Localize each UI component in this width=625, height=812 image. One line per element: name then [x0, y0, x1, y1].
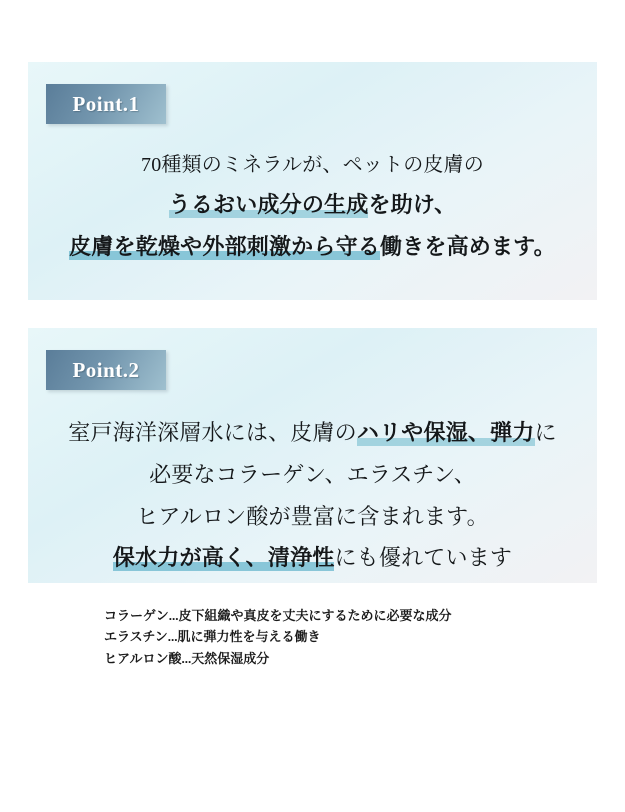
text-segment: にも優れています: [334, 545, 513, 571]
point-1-line-2: [28, 184, 597, 226]
point-1-line-3: [28, 226, 597, 268]
point-badge-2: [46, 350, 166, 390]
point-badge-1: [46, 84, 166, 124]
text-segment: 70種類のミネラルが、ペットの皮膚の: [141, 154, 484, 176]
text-segment: ヒアルロン酸が豊富に含まれます。: [136, 503, 489, 529]
glossary-notes: [104, 605, 625, 669]
page-root: [0, 62, 625, 812]
point-2-line-4: [28, 537, 597, 579]
text-segment: 室戸海洋深層水には、皮膚の: [68, 420, 357, 445]
text-segment: 必要なコラーゲン、エラスチン、: [149, 461, 476, 487]
text-segment: を助け、: [368, 192, 457, 217]
point-block-2: [28, 328, 597, 583]
text-segment: に: [534, 420, 557, 445]
note-item: ヒアルロン酸...天然保湿成分: [104, 650, 270, 666]
note-item: エラスチン...肌に弾力性を与える働き: [104, 629, 321, 645]
point-1-line-1: [28, 146, 597, 184]
text-segment-highlight: 保水力が高く、清浄性: [112, 545, 335, 571]
point-2-line-1: [28, 412, 597, 454]
text-segment-highlight: ハリや保湿、弾力: [356, 420, 535, 445]
point-1-text: [28, 146, 597, 268]
point-block-1: [28, 62, 597, 300]
text-segment-highlight: うるおい成分の生成: [168, 192, 369, 217]
point-2-text: [28, 412, 597, 579]
point-badge-label: Point.1: [72, 91, 140, 116]
text-segment: 働きを高めます。: [379, 233, 556, 259]
note-item: コラーゲン...皮下組織や真皮を丈夫にするために必要な成分: [104, 608, 452, 623]
point-badge-label: Point.2: [72, 357, 140, 382]
text-segment-highlight: 皮膚を乾燥や外部刺激から守る: [69, 233, 380, 259]
point-2-line-2: [28, 454, 597, 496]
point-2-line-3: [28, 496, 597, 538]
